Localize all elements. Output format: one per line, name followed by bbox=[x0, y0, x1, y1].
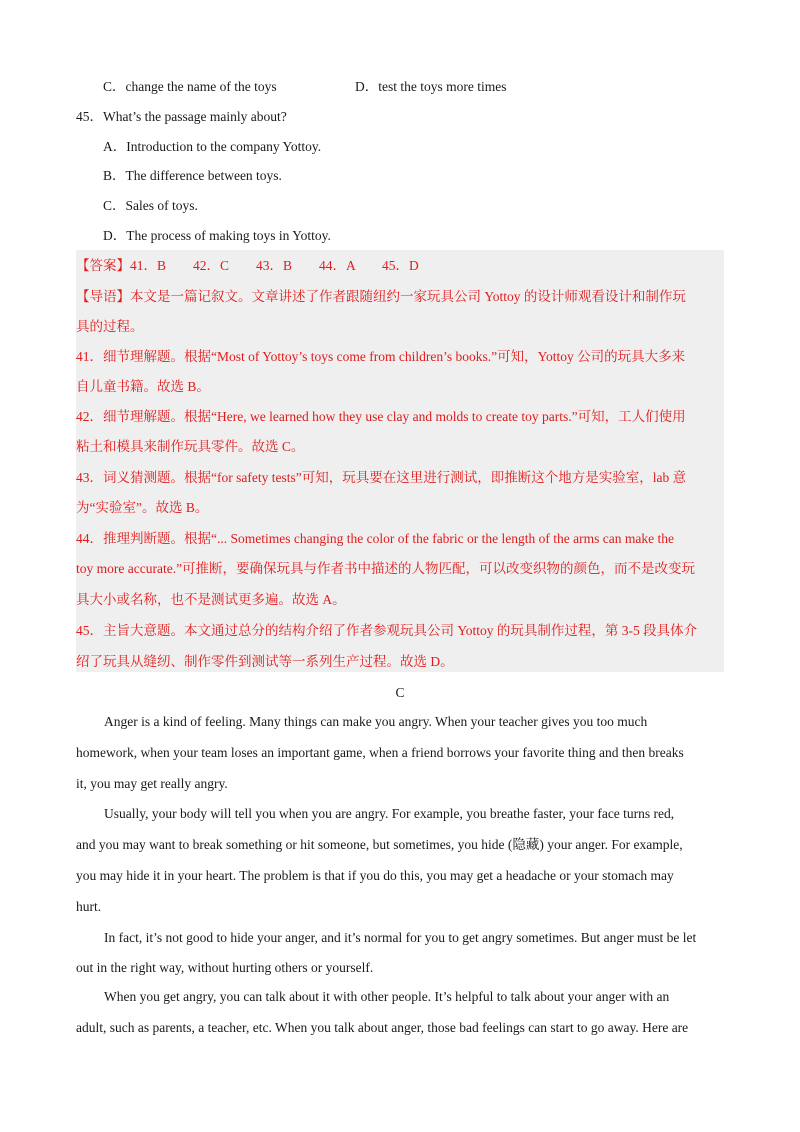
q45-option-d: D．The process of making toys in Yottoy. bbox=[103, 228, 331, 243]
passage-p2-line-1: Usually, your body will tell you when you are angry. For example, you breathe faster, your face turns red, bbox=[104, 806, 675, 821]
passage-p1-line-2: homework, when your team loses an important game, when a friend borrows your favorite thing and then breaks bbox=[76, 745, 684, 760]
passage-p2-line-3: you may hide it in your heart. The problem is that if you do this, you may get a headache or your stomach may bbox=[76, 868, 674, 883]
q44-option-row bbox=[103, 77, 507, 97]
q45-option-b: B．The difference between toys. bbox=[103, 168, 282, 183]
explanation-41-line-1: 41．细节理解题。根据“Most of Yottoy’s toys come from children’s books.”可知，Yottoy 公司的玩具大多来 bbox=[76, 349, 686, 364]
guide-line-1 bbox=[76, 287, 686, 307]
q44-option-d: D．test the toys more times bbox=[355, 79, 507, 94]
answer-key bbox=[76, 256, 419, 276]
guide-text-1: 本文是一篇记叙文。文章讲述了作者跟随纽约一家玩具公司 Yottoy 的设计师观看设计和制作玩 bbox=[130, 289, 686, 304]
q45-question: 45．What’s the passage mainly about? bbox=[76, 109, 287, 124]
passage-p1-line-3: it, you may get really angry. bbox=[76, 776, 228, 791]
explanation-44-line-2: toy more accurate.”可推断，要确保玩具与作者书中描述的人物匹配，可以改变织物的颜色，而不是改变玩 bbox=[76, 561, 696, 576]
guide-line-2: 具的过程。 bbox=[76, 319, 144, 334]
q45-option-c: C．Sales of toys. bbox=[103, 198, 198, 213]
passage-p2-line-4: hurt. bbox=[76, 899, 102, 914]
answer-key-text: 41．B 42．C 43．B 44．A 45．D bbox=[130, 258, 419, 273]
explanation-43-line-1: 43．词义猜测题。根据“for safety tests”可知，玩具要在这里进行测试，即推断这个地方是实验室，lab 意 bbox=[76, 470, 687, 485]
guide-label: 【导语】 bbox=[76, 289, 130, 304]
passage-p3-line-2: out in the right way, without hurting others or yourself. bbox=[76, 960, 374, 975]
passage-p4-line-2: adult, such as parents, a teacher, etc. When you talk about anger, those bad feelings can start to go away. Here are bbox=[76, 1020, 689, 1035]
section-heading: C bbox=[395, 685, 405, 700]
q45-option-a: A．Introduction to the company Yottoy. bbox=[103, 139, 322, 154]
explanation-45-line-1: 45．主旨大意题。本文通过总分的结构介绍了作者参观玩具公司 Yottoy 的玩具制作过程，第 3-5 段具体介 bbox=[76, 623, 698, 638]
explanation-43-line-2: 为“实验室”。故选 B。 bbox=[76, 500, 209, 515]
explanation-45-line-2: 绍了玩具从缝纫、制作零件到测试等一系列生产过程。故选 D。 bbox=[76, 654, 454, 669]
passage-p3-line-1: In fact, it’s not good to hide your anger, and it’s normal for you to get angry sometimes. But anger must be let bbox=[104, 930, 697, 945]
passage-p4-line-1: When you get angry, you can talk about it with other people. It’s helpful to talk about your anger with an bbox=[104, 989, 670, 1004]
explanation-44-line-3: 具大小或名称，也不是测试更多遍。故选 A。 bbox=[76, 592, 346, 607]
q44-option-c: C．change the name of the toys bbox=[103, 79, 277, 94]
explanation-42-line-1: 42．细节理解题。根据“Here, we learned how they use clay and molds to create toy parts.”可知，工人们使用 bbox=[76, 409, 686, 424]
explanation-44-line-1: 44．推理判断题。根据“... Sometimes changing the color of the fabric or the length of the arms can make the bbox=[76, 531, 674, 546]
explanation-41-line-2: 自儿童书籍。故选 B。 bbox=[76, 379, 210, 394]
passage-p1-line-1: Anger is a kind of feeling. Many things can make you angry. When your teacher gives you too much bbox=[104, 714, 648, 729]
answer-key-label: 【答案】 bbox=[76, 258, 130, 273]
passage-p2-line-2: and you may want to break something or hit someone, but sometimes, you hide (隐藏) your anger. For example, bbox=[76, 837, 683, 852]
explanation-42-line-2: 粘土和模具来制作玩具零件。故选 C。 bbox=[76, 439, 305, 454]
